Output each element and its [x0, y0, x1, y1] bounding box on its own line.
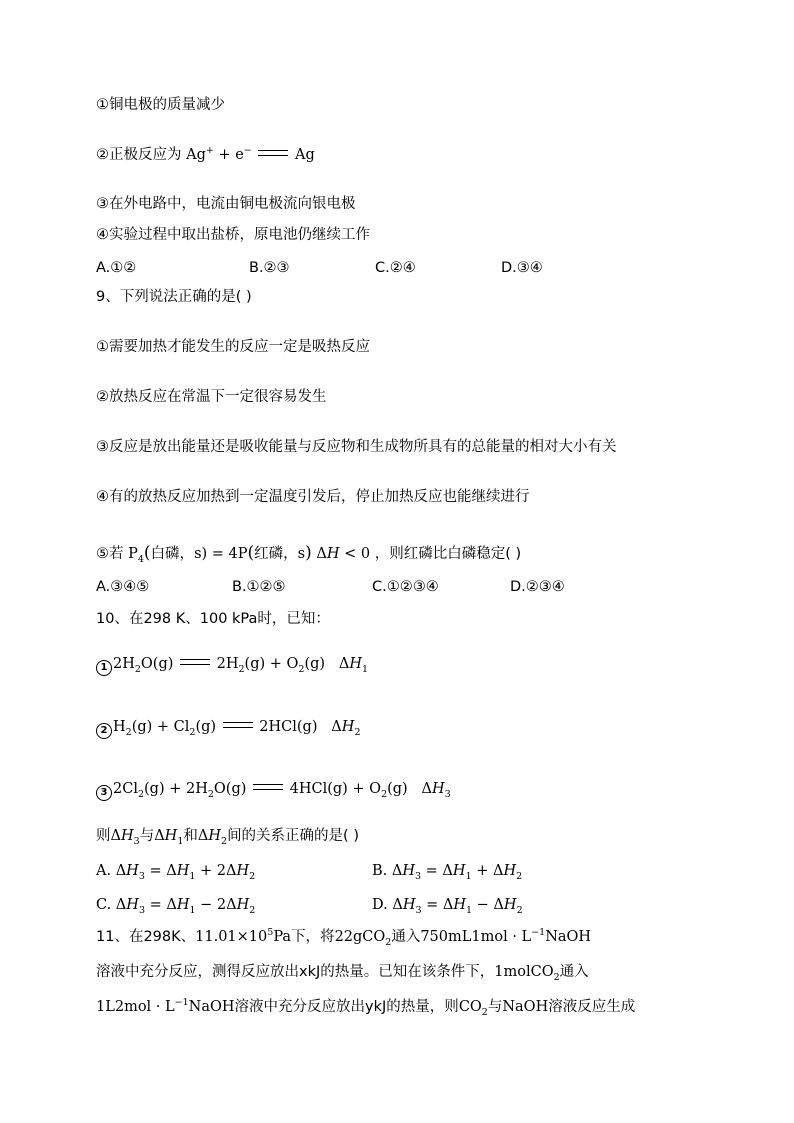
q8-option-b: B.②③: [249, 260, 290, 276]
q10-reaction-2: 2 $H_2(g) + Cl_2(g)$ 2HCl(g) $\Delta H_2$: [96, 720, 360, 739]
q10-reaction-1: 1 $2H_2O(g) 2H_2(g) + O_2(g)$ $\Delta H_1$: [96, 657, 368, 676]
q8-option-d: D.③④: [501, 260, 543, 276]
q9-option-c: C.①②③④: [372, 579, 439, 595]
q9-stem: 9、下列说法正确的是( ): [96, 289, 252, 305]
q10-reaction-3: 3 $2Cl_2(g) + 2H_2O(g) 4HCl(g) + O_2(g)$ $\Delta H_3$: [96, 782, 451, 801]
q9-statement-5-prefix: ⑤若: [96, 546, 124, 562]
q10-option-a: A. $\Delta H_3 = \Delta H_1 + 2\Delta H_2$: [96, 863, 256, 882]
q8-statement-2: [96, 145, 315, 163]
q9-statement-2: ②放热反应在常温下一定很容易发生: [96, 389, 327, 405]
q9-option-b: B.①②⑤: [232, 579, 286, 595]
q10-option-b: B. $\Delta H_3 = \Delta H_1 + \Delta H_2$: [372, 863, 523, 882]
q11-line-1-mid2: 通入: [391, 929, 421, 945]
q10-question-mid2: 和: [183, 828, 198, 844]
q10-question-prefix: 则: [96, 828, 111, 844]
q11-line-2: 溶液中充分反应，测得反应放出xkJ的热量。已知在该条件下，1molCO$_2$通入: [96, 964, 589, 983]
q11-line-3-mid: 溶液中充分反应放出ykJ的热量，则: [234, 999, 459, 1015]
q10-question: 则$\Delta H_3$与$\Delta H_1$和$\Delta H_2$间的关系正确的是( ): [96, 828, 359, 847]
q8-option-a: A.①②: [96, 260, 137, 276]
q11-line-3-mid2: 与: [487, 999, 503, 1015]
q10-question-suffix: 间的关系正确的是( ): [227, 828, 359, 844]
q9-phosphorus-equation: $P_4$(白磷，s) = 4P(红磷，s) ΔH < 0: [128, 543, 371, 565]
q8-statement-1: ①铜电极的质量减少: [96, 97, 225, 113]
q9-statement-5-suffix: ，则红磷比白磷稳定( ): [374, 546, 522, 562]
q8-statement-3: ③在外电路中，电流由铜电极流向银电极: [96, 196, 356, 212]
q8-positive-electrode-equation: Ag+ + e− Ag: [186, 145, 315, 163]
q9-statement-4: ④有的放热反应加热到一定温度引发后，停止加热反应也能继续进行: [96, 489, 530, 505]
q8-statement-4: ④实验过程中取出盐桥，原电池仍继续工作: [96, 227, 370, 243]
q9-statement-1: ①需要加热才能发生的反应一定是吸热反应: [96, 339, 370, 355]
q9-option-d: D.②③④: [510, 579, 565, 595]
q8-option-c: C.②④: [375, 260, 416, 276]
q10-stem: 10、在298 K、100 kPa时，已知：: [96, 611, 330, 627]
q9-statement-5: [96, 543, 522, 565]
q11-line-3: $1L2mol \cdot L^{-1}NaOH$溶液中充分反应放出ykJ的热量，则$CO_2$与NaOH溶液反应生成: [96, 997, 636, 1018]
q10-question-mid1: 与: [139, 828, 155, 844]
q11-line-1-mid: 下，将: [291, 929, 335, 945]
q9-option-a: A.③④⑤: [96, 579, 150, 595]
q10-option-c: C. $\Delta H_3 = \Delta H_1 - 2\Delta H_2$: [96, 897, 256, 916]
number-1-icon: 1: [96, 660, 112, 676]
number-2-icon: 2: [96, 723, 112, 739]
q10-option-d: D. $\Delta H_3 = \Delta H_1 - \Delta H_2$: [372, 897, 523, 916]
q8-statement-2-text: ②正极反应为: [96, 147, 182, 163]
q9-statement-3: ③反应是放出能量还是吸收能量与反应物和生成物所具有的总能量的相对大小有关: [96, 439, 617, 455]
q11-line-1-prefix: 11、在298K、: [96, 929, 196, 945]
number-3-icon: 3: [96, 785, 112, 801]
q11-line-2-prefix: 溶液中充分反应，测得反应放出xkJ的热量。已知在该条件下，: [96, 964, 495, 980]
q11-line-3-suffix: 溶液反应生成: [548, 999, 636, 1015]
q11-line-2-suffix: 通入: [559, 964, 589, 980]
q11-line-1: 11、在298K、$11.01\times 10^5Pa$下，将22gCO$_2$通入$750mL1mol \cdot L^{-1}NaOH$: [96, 927, 592, 948]
